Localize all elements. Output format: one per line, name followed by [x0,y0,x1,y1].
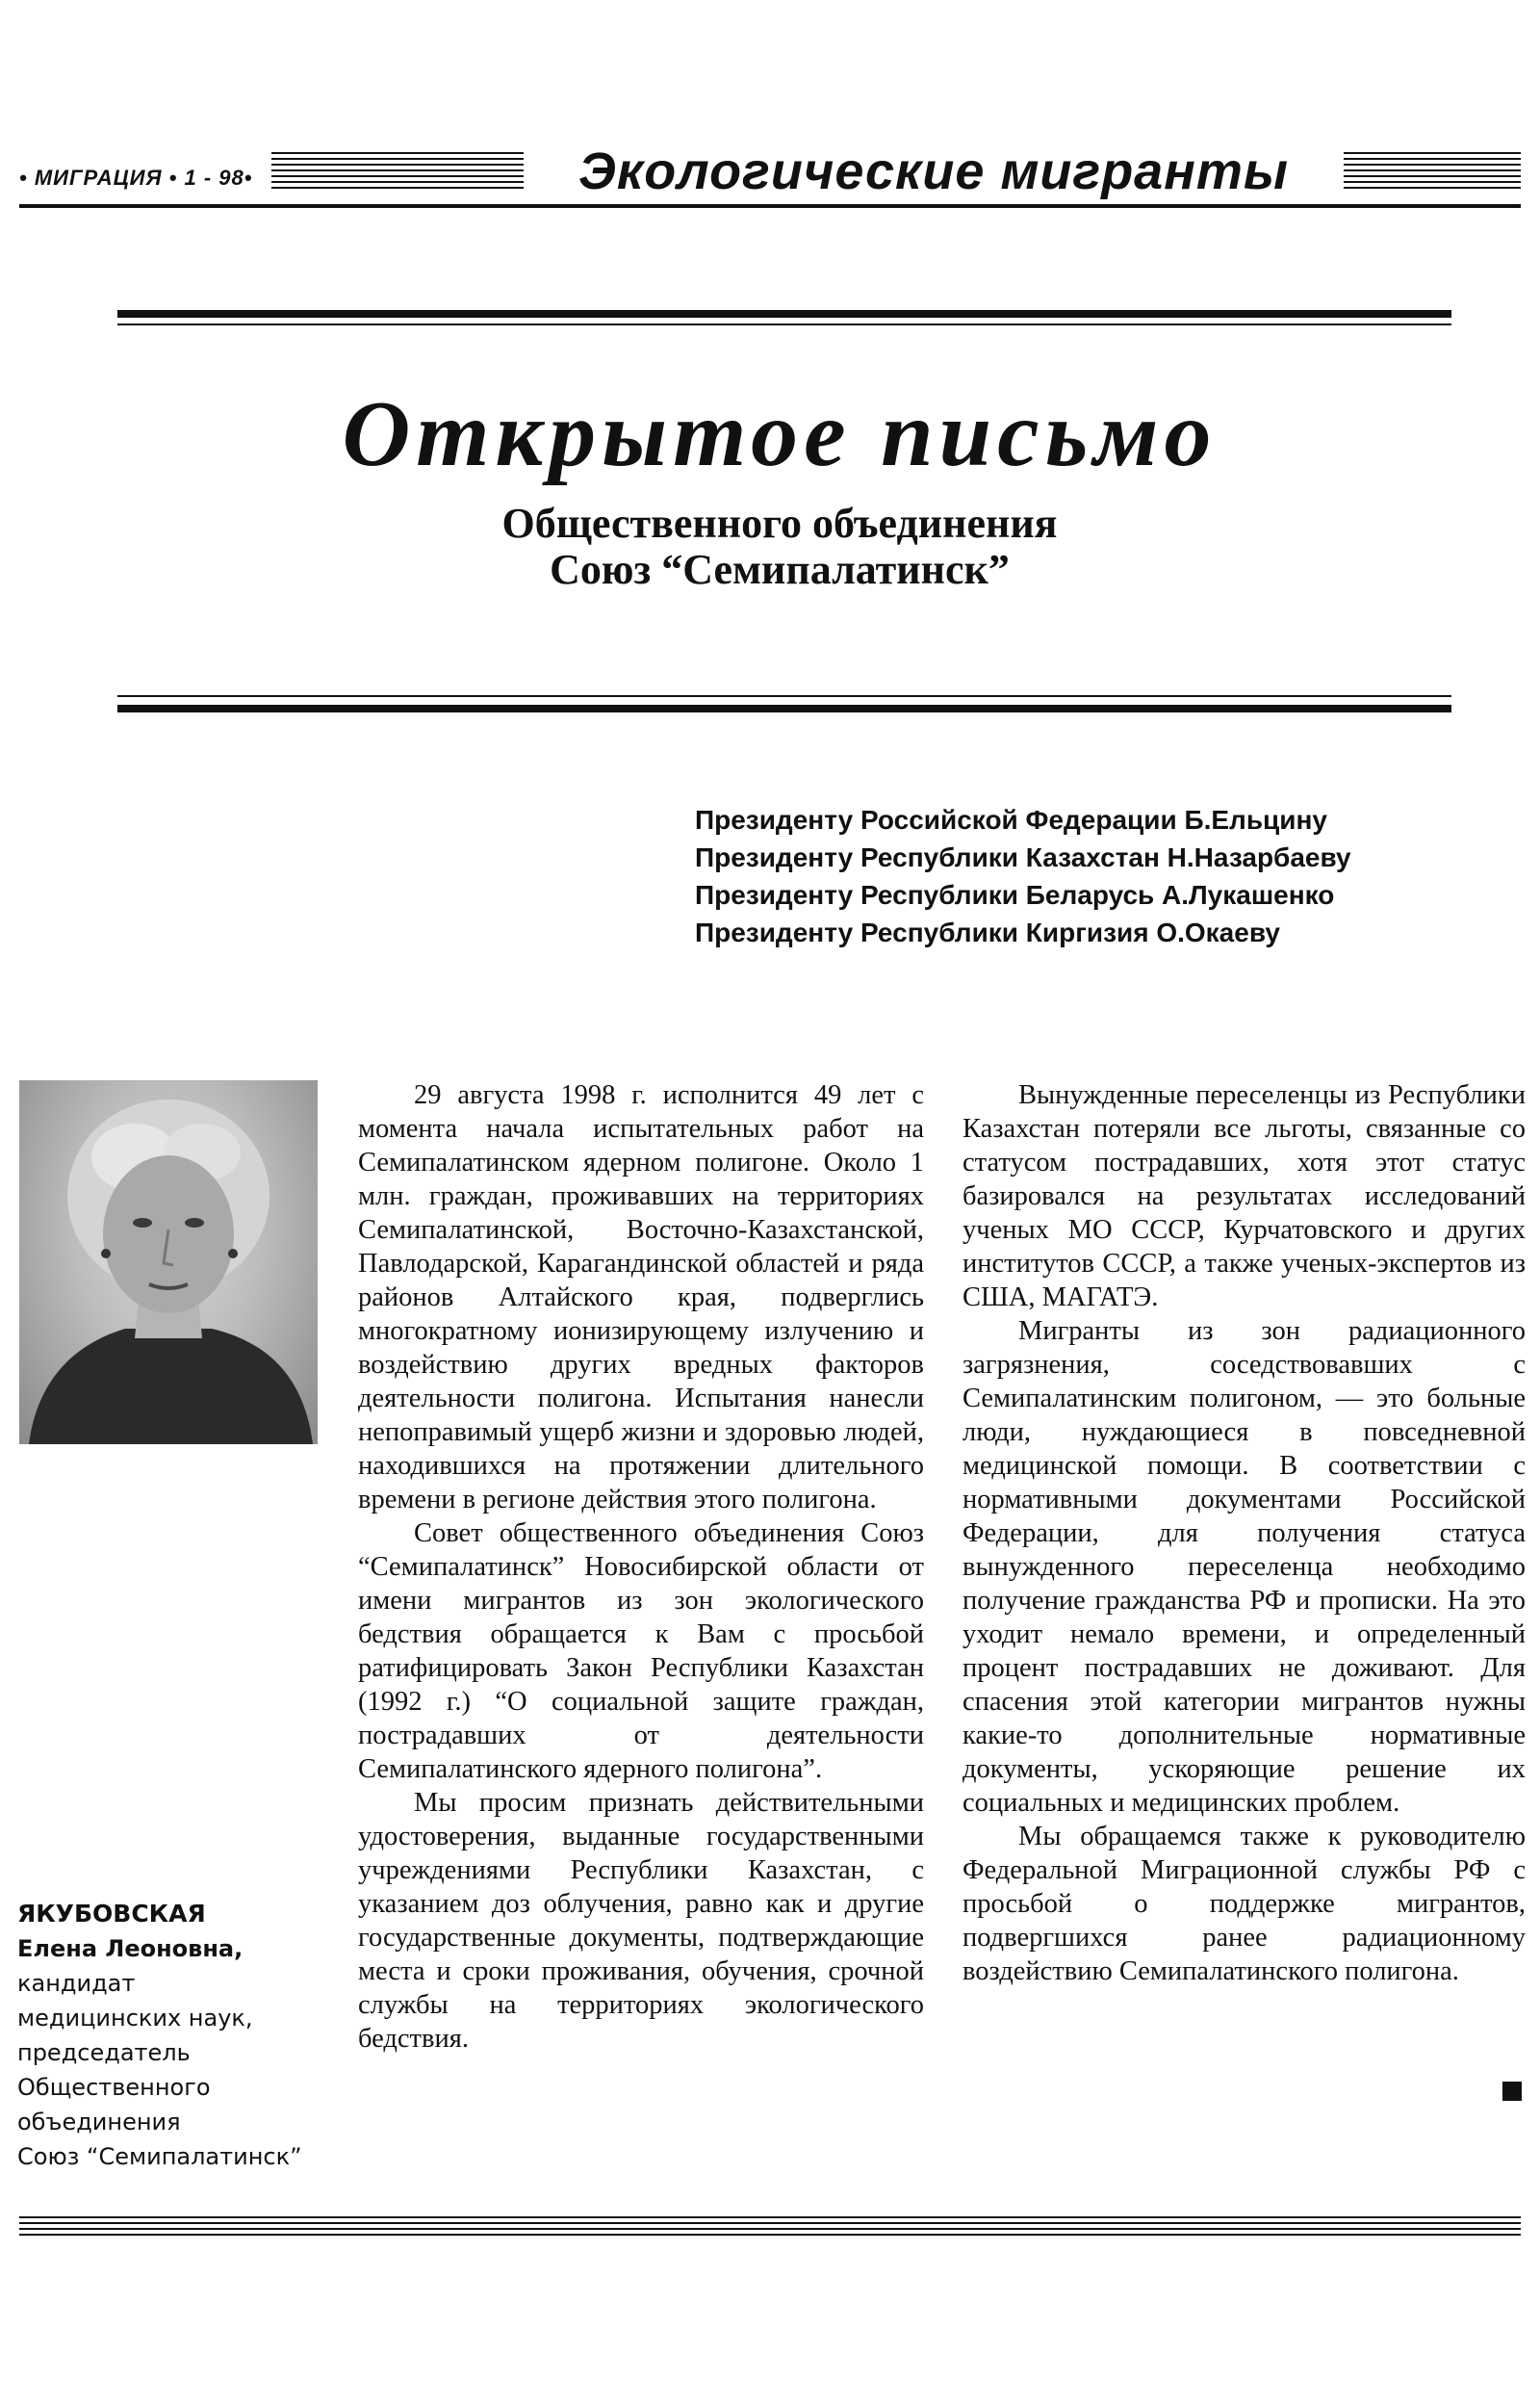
subtitle-line-2: Союз “Семипалатинск” [550,546,1010,593]
addressee-line: Президенту Республики Казахстан Н.Назарбаеву [695,842,1351,872]
section-title: Экологические мигранты [578,142,1289,200]
addressee-list [695,801,1523,951]
end-of-article-mark [1502,2082,1522,2101]
title-bottom-rule-thin [117,695,1451,697]
footer-rules [19,2216,1521,2239]
issue-label: • МИГРАЦИЯ • 1 - 98• [19,166,256,191]
title-top-rule-thin [117,324,1451,325]
addressee-line: Президенту Российской Федерации Б.Ельцину [695,805,1327,835]
author-portrait [19,1080,318,1444]
article-subtitle [116,501,1444,593]
author-degree-line: медицинских наук, [17,2005,253,2032]
body-paragraph: Совет общественного объединения Союз “Семипалатинск” Новосибирской области от имени мигрантов из зон экологического бедствия обращается к Вам с просьбой ратифицировать Закон Республики Казахстан (1992 г.) “О социальной защите граждан, пострадавших от деятельности Семипалатинского ядерного полигона”. [358,1518,924,1784]
author-position-line: Общественного [17,2074,211,2101]
article-title: Открытое письмо [342,382,1218,486]
body-column-2 [962,1078,1526,1988]
body-paragraph: 29 августа 1998 г. исполнится 49 лет с момента начала испытательных работ на Семипалатинском ядерном полигоне. Около 1 млн. граждан, проживавших на территориях Семипалатинской, Восточно-Казахстанской, Павлодарской, Карагандинской областей и ряда районов Алтайского края, подверглись многократному ионизирующему излучению и воздействию других вредных факторов деятельности полигона. Испытания нанесли непоправимый ущерб жизни и здоровью людей, находившихся на протяжении длительного времени в регионе действия этого полигона. [358,1080,924,1514]
author-position-line: Союз “Семипалатинск” [17,2143,302,2170]
body-paragraph: Мы просим признать действительными удостоверения, выданные государственными учреждениями Республики Казахстан, с указанием доз облучения, равно как и другие государственные документы, подтверждающие места и сроки проживания, обучения, срочной службы на территориях экологического бедствия. [358,1788,924,2054]
author-position-line: председатель [17,2039,191,2066]
header-base-rule [19,204,1521,208]
running-header [19,144,1521,198]
portrait-illustration [19,1080,318,1444]
header-rule-left [271,152,524,191]
header-rule-right [1344,152,1521,191]
author-caption [17,1897,335,2174]
addressee-line: Президенту Республики Киргизия О.Окаеву [695,918,1280,947]
body-paragraph: Вынужденные переселенцы из Республики Казахстан потеряли все льготы, связанные со статусом пострадавших, хотя этот статус базировался на результатах исследований ученых МО СССР, Курчатовского и других институтов СССР, а также ученых-экспертов из США, МАГАТЭ. [962,1080,1526,1312]
title-bottom-rule-thick [117,705,1451,712]
body-paragraph: Мигранты из зон радиационного загрязнения, соседствовавших с Семипалатинским полигоном, — это больные люди, нуждающиеся в повседневной медицинской помощи. В соответствии с нормативными документами Российской Федерации, для получения статуса вынужденного переселенца необходимо получение гражданства РФ и прописки. На это уходит немало времени, и определенный процент пострадавших не доживают. Для спасения этой категории мигрантов нужны какие-то дополнительные нормативные документы, ускоряющие решение их социальных и медицинских проблем. [962,1316,1526,1818]
body-column-1 [358,1078,924,2056]
body-paragraph: Мы обращаемся также к руководителю Федеральной Миграционной службы РФ с просьбой о поддержке мигрантов, подвергшихся ранее радиационному воздействию Семипалатинского полигона. [962,1822,1526,1986]
title-top-rule-thick [117,310,1451,318]
author-position-line: объединения [17,2109,181,2135]
subtitle-line-1: Общественного объединения [501,500,1058,547]
addressee-line: Президенту Республики Беларусь А.Лукашенко [695,880,1335,910]
author-given-names: Елена Леоновна, [17,1935,244,1962]
author-degree-line: кандидат [17,1970,136,1997]
author-surname: ЯКУБОВСКАЯ [17,1900,206,1928]
